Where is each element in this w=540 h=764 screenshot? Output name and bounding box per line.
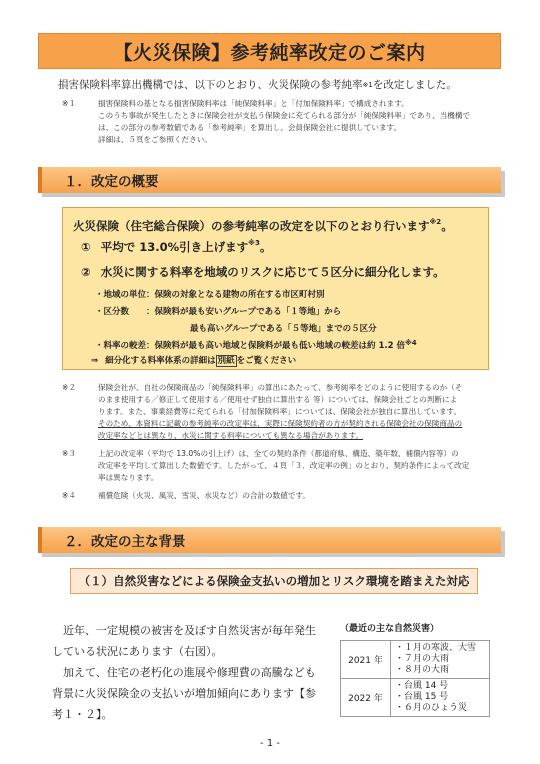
event-item: ・台風 14 号 [395, 681, 449, 691]
footnote-1-line: このうち事故が発生したときに保険会社が支払う保険金に充てられる部分が「純保険料率」であり、当機構で [98, 111, 471, 120]
intro-text-after: を改定しました。 [372, 79, 457, 91]
summary-item-1 [81, 239, 271, 255]
footnote-1-mark: ※１ [62, 99, 76, 108]
intro-text-before: 損害保険料率算出機構では、以下のとおり、火災保険の参考純率 [58, 79, 363, 91]
page-number: - 1 - [260, 738, 280, 749]
footnote-2-line: 保険会社が、自社の保険商品の「純保険料率」の算出にあたって、参考純率をどのように使用するのか（そ [98, 383, 463, 392]
summary-headline [73, 218, 453, 234]
footnote-3-line: 改定率を平均して算出した数値です。したがって、４頁「３．改定率の例」のとおり、契約条件によって改定 [98, 461, 470, 470]
background-line: 加えて、住宅の老朽化の進展や修理費の高騰なども [52, 666, 316, 679]
attachment-link[interactable]: 別紙 [217, 356, 235, 366]
summary-item-2-text: 水災に関する料率を地域のリスクに応じて５区分に細分化します。 [100, 265, 445, 279]
summary-detail-divisions-cont: 最も高いグループである「５等地」までの５区分 [190, 324, 377, 334]
section-2-title: ２．改定の主な背景 [64, 534, 186, 550]
footnote-1 [62, 98, 522, 146]
footnote-3-line: 率は異なります。 [98, 473, 159, 482]
title-banner [38, 33, 501, 69]
summary-item-1-text: 平均で 13.0%引き上げます [100, 240, 249, 254]
summary-reference-text: 細分化する料率体系の詳細は [105, 356, 216, 366]
background-line: している状況にあります（右図）。 [52, 645, 223, 658]
disaster-table-title: （最近の主な自然災害） [340, 624, 440, 634]
summary-detail-region: ・地域の単位：保険の対象となる建物の所在する市区町村別 [95, 290, 325, 300]
summary-headline-ref: ※2 [429, 218, 442, 226]
summary-item-1-ref: ※3 [248, 239, 260, 247]
intro-text [58, 78, 518, 92]
background-line: 考１・２】。 [52, 708, 113, 721]
event-item: ・１月の寒波、大雪 [395, 643, 477, 653]
background-body [52, 620, 322, 725]
footnote-2-line: そのため、本資料に記載の参考純率の改定率は、実際に保険契約者の方が契約される保険会社の保険商品の [98, 419, 463, 428]
event-item: ・７月の大雨 [395, 654, 450, 664]
footnote-2 [62, 382, 522, 442]
footnote-4-line: 補償危険（火災、風災、雪災、水災など）の合計の数値です。 [98, 491, 311, 500]
summary-box [62, 207, 489, 370]
event-item: ・８月の大雨 [395, 665, 450, 675]
background-line: 近年、一定規模の被害を及ぼす自然災害が毎年発生 [52, 624, 316, 637]
event-item: ・６月のひょう災 [395, 703, 468, 713]
summary-reference-line [91, 354, 296, 366]
footnote-3 [62, 448, 522, 484]
summary-detail-ratio [95, 339, 417, 351]
footnote-3-mark: ※３ [62, 449, 76, 458]
background-subtitle: （１）自然災害などによる保険金支払いの増加とリスク環境を踏まえた対応 [78, 574, 470, 588]
summary-item-1-number: ① [81, 240, 91, 254]
footnote-2-mark: ※２ [62, 383, 76, 392]
footnote-4 [62, 490, 522, 502]
footnote-1-line: 損害保険料の基となる損害保険料率は「純保険料率」と「付加保険料率」で構成されます。 [98, 99, 409, 108]
summary-headline-text: 火災保険（住宅総合保険）の参考純率の改定を以下のとおり行います [73, 219, 430, 233]
table-row [341, 679, 490, 717]
table-cell-year: 2022 年 [341, 679, 391, 717]
footnote-3-line: 上記の改定率（平均で 13.0%の引上げ）は、全ての契約条件（都道府県、構造、築年数、補償内容等）の [98, 449, 459, 458]
summary-reference-end: をご覧ください [236, 356, 297, 366]
footnote-2-line: 改定率などとは異なり、水災に関する料率についても異なる場合があります。 [98, 431, 364, 440]
summary-item-2-number: ② [81, 265, 91, 279]
summary-item-1-end: 。 [259, 240, 272, 254]
footnote-1-line: は、この部分の参考数値である「参考純率」を算出し、会員保険会社に提供しています。 [98, 123, 402, 132]
footnote-4-mark: ※４ [62, 491, 76, 500]
disaster-table [340, 640, 490, 717]
section-1-title: １．改定の概要 [64, 174, 159, 190]
footnote-1-line: 詳細は、５頁をご参照ください。 [98, 135, 212, 144]
summary-detail-ratio-ref: ※4 [404, 339, 417, 347]
summary-detail-ratio-text: ・料率の較差：保険料が最も高い地域と保険料が最も低い地域の較差は約 1.2 倍 [95, 341, 405, 351]
background-line: 背景に火災保険金の支払いが増加傾向にあります【参 [52, 687, 316, 700]
page-title: 【火災保険】参考純率改定のご案内 [113, 41, 426, 64]
summary-headline-end: 。 [441, 219, 453, 233]
table-cell-events [391, 641, 490, 679]
event-item: ・台風 15 号 [395, 692, 449, 702]
summary-detail-divisions: ・区分数 ：保険料が最も安いグループである「１等地」から [95, 307, 342, 317]
arrow-right-icon: ⇒ [91, 356, 99, 366]
section-2-header [38, 527, 501, 553]
table-row [341, 641, 490, 679]
footnote-2-line: ります。また、事業経費等に充てられる「付加保険料率」については、保険会社が独自に算出しています。 [98, 407, 462, 416]
footnote-2-line: のまま使用する／修正して使用する／使用せず独自に算出する 等）については、保険会社ごとの判断によ [98, 395, 458, 404]
section-1-header [38, 167, 501, 193]
table-cell-events [391, 679, 490, 717]
table-cell-year: 2021 年 [341, 641, 391, 679]
summary-item-2 [81, 264, 445, 280]
background-subtitle-box [70, 568, 478, 594]
intro-footnote-ref: ※1 [362, 81, 373, 89]
